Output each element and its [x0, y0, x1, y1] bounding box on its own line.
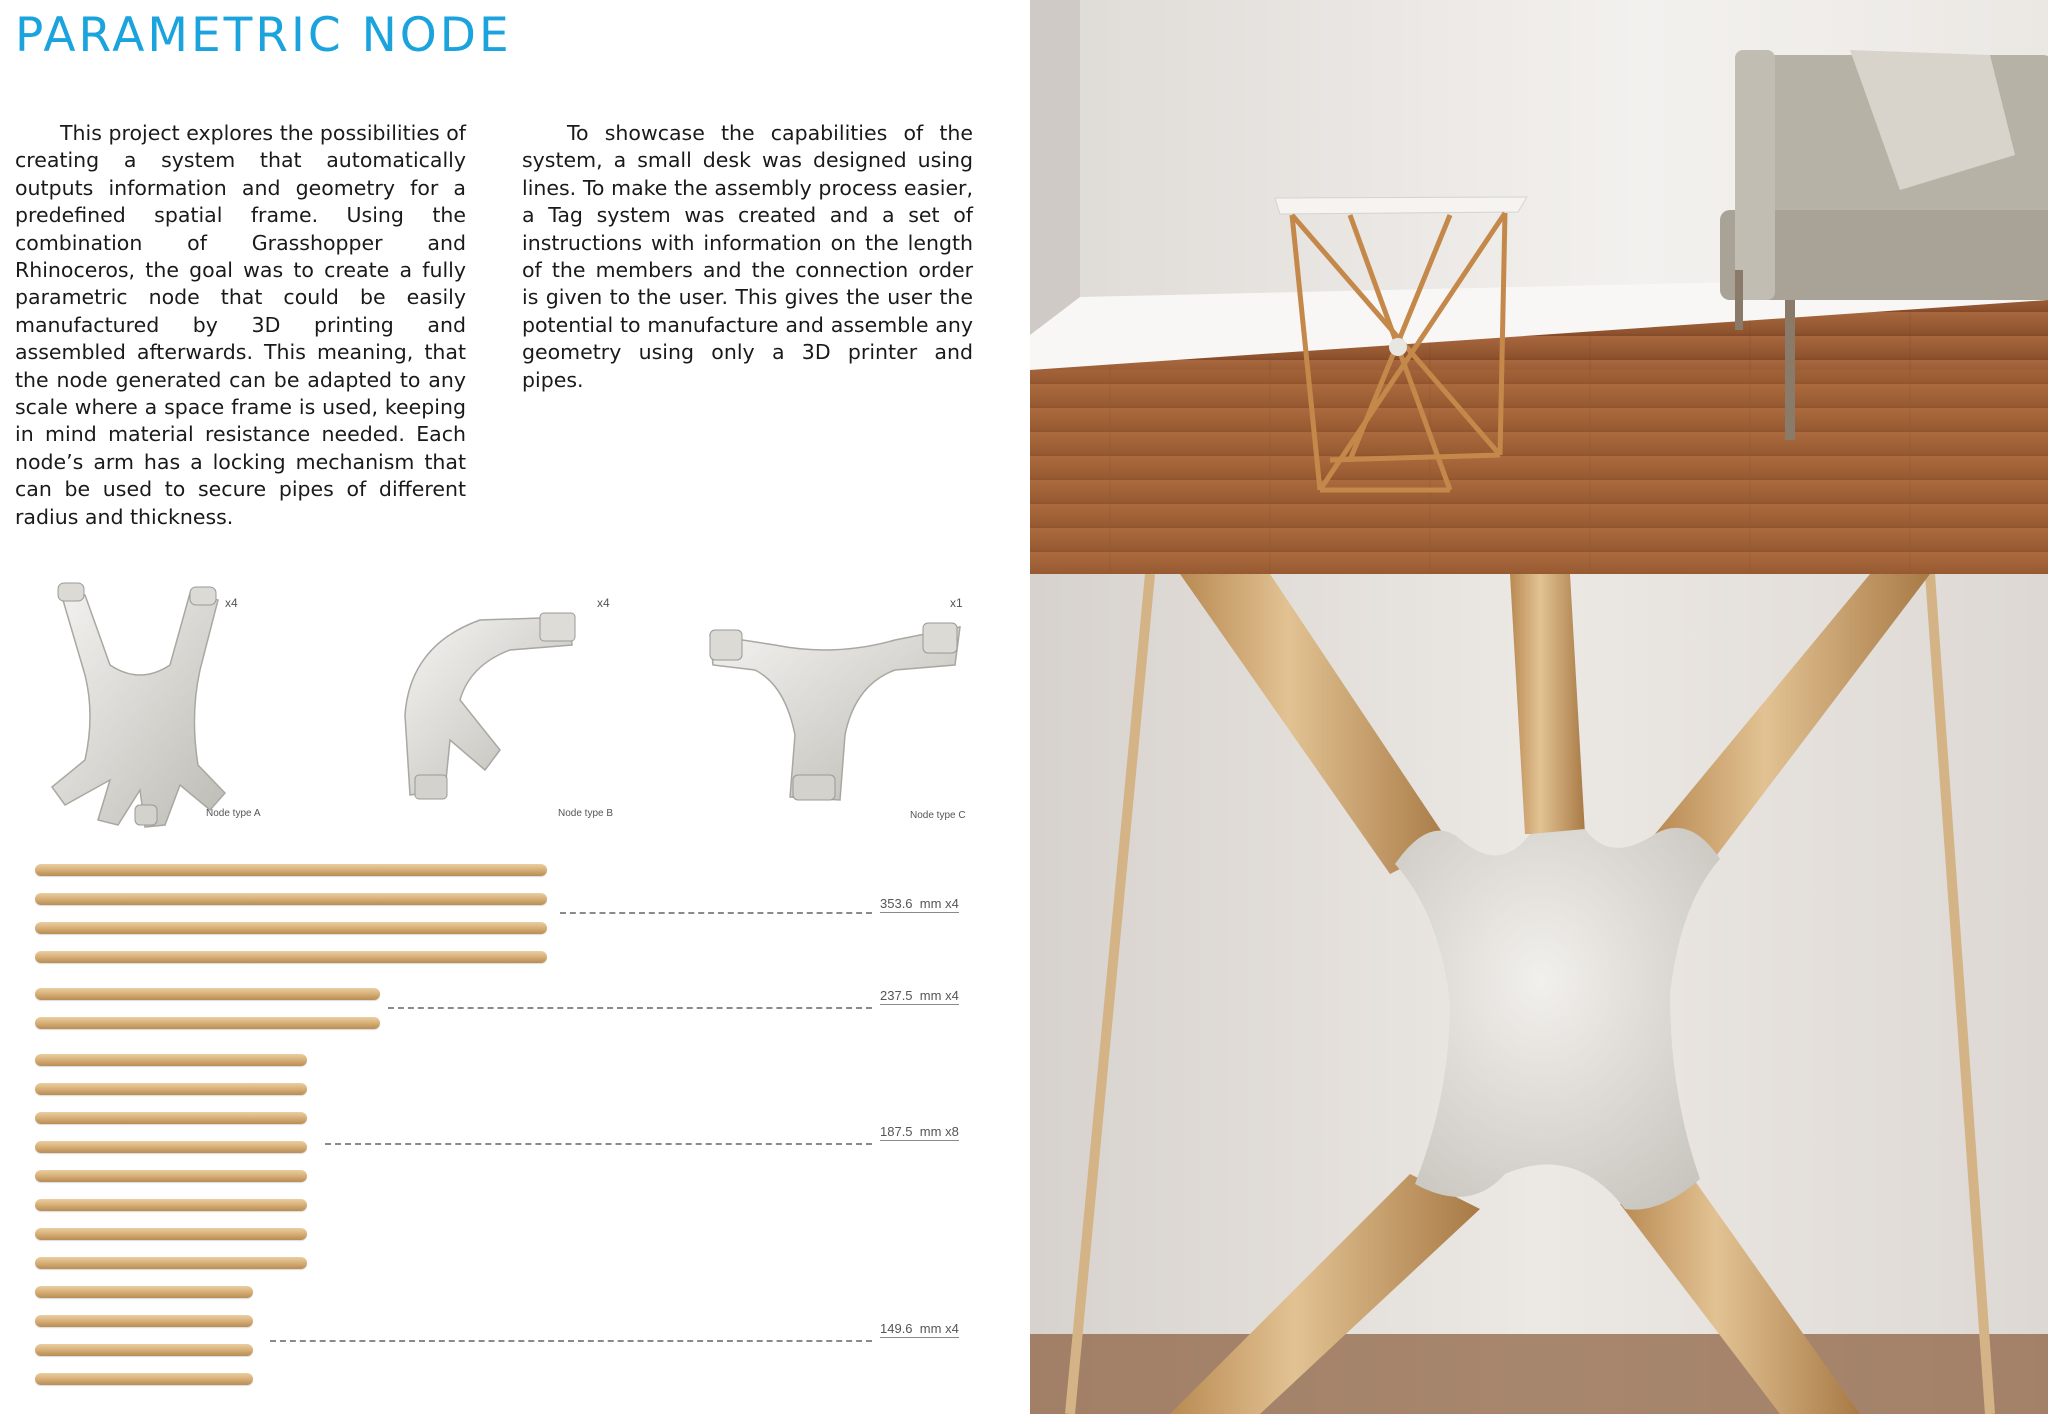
pipe-353: [35, 951, 547, 963]
measure-187: 187.5 mm x8: [880, 1124, 959, 1139]
desk-room-photo: [1030, 0, 2048, 574]
pipe-353: [35, 864, 547, 876]
pipe-187: [35, 1228, 307, 1240]
pipe-353: [35, 922, 547, 934]
node-c-label: Node type C: [910, 810, 966, 821]
dimension-line: [270, 1340, 872, 1342]
node-a-image: [40, 575, 240, 830]
node-a-count: x4: [225, 596, 238, 610]
node-a-label: Node type A: [206, 808, 261, 819]
node-c-image: [705, 615, 965, 805]
pipe-187: [35, 1083, 307, 1095]
node-b-image: [390, 605, 590, 805]
pipe-187: [35, 1199, 307, 1211]
dimension-line: [388, 1007, 872, 1009]
node-b-count: x4: [597, 596, 610, 610]
node-c-count: x1: [950, 596, 963, 610]
pipe-353: [35, 893, 547, 905]
pipe-237: [35, 1017, 380, 1029]
showcase-paragraph: To showcase the capabilities of the system, a small desk was designed using lines. To make the assembly process easier, a Tag system was created and a set of instructions with information on the length of the members and the connection order is given to the user. This gives the user the potential to manufacture and assemble any geometry using only a 3D printer and pipes.: [522, 121, 973, 392]
pipe-187: [35, 1257, 307, 1269]
pipe-149: [35, 1315, 253, 1327]
measure-353: 353.6 mm x4: [880, 896, 959, 911]
pipe-149: [35, 1344, 253, 1356]
dimension-line: [560, 912, 872, 914]
measure-237: 237.5 mm x4: [880, 988, 959, 1003]
node-closeup-photo: [1030, 574, 2048, 1414]
pipe-149: [35, 1286, 253, 1298]
page-title: PARAMETRIC NODE: [15, 8, 512, 63]
pipe-187: [35, 1054, 307, 1066]
dimension-line: [325, 1143, 872, 1145]
pipe-237: [35, 988, 380, 1000]
node-b-label: Node type B: [558, 808, 614, 819]
pipe-187: [35, 1112, 307, 1124]
pipe-149: [35, 1373, 253, 1385]
pipe-187: [35, 1141, 307, 1153]
measure-149: 149.6 mm x4: [880, 1321, 959, 1336]
pipe-187: [35, 1170, 307, 1182]
intro-paragraph: This project explores the possibilities of creating a system that automatically outputs information and geometry for a predefined spatial frame. Using the combination of Grasshopper and Rhinoceros, the goal was to create a fully parametric node that could be easily manufactured by 3D printing and assembled afterwards. This meaning, that the node generated can be adapted to any scale where a space frame is used, keeping in mind material resistance needed. Each node’s arm has a locking mechanism that can be used to secure pipes of different radius and thickness.: [15, 121, 466, 529]
